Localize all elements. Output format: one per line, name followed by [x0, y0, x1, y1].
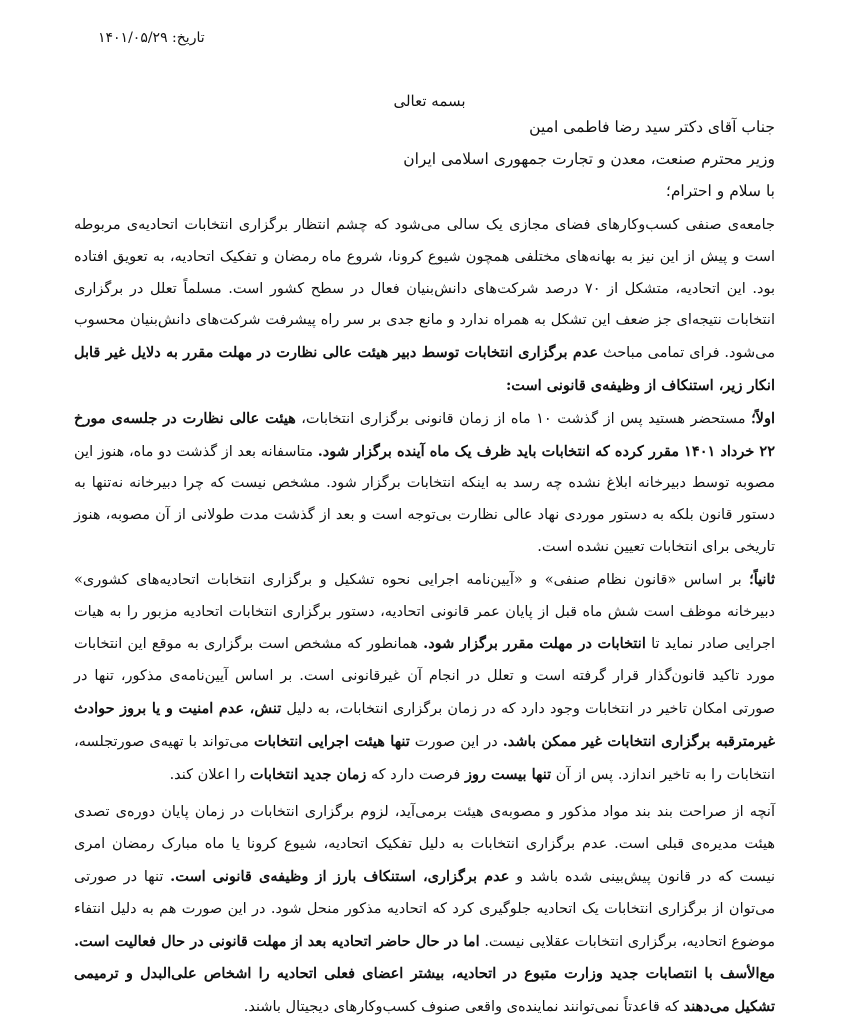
recipient-line: جناب آقای دکتر سید رضا فاطمی امین [529, 118, 775, 136]
bold-text-run: عدم برگزاری، استنکاف بارز از وظیفه‌ی قانونی است. [170, 867, 510, 885]
bold-text-run: تنها بیست روز [464, 765, 552, 783]
text-run: همانطور که مشخص است برگزاری به موقع این انتخابات مورد تاکید قانون‌گذار قرار گرفته است و تعلل در انجام آن غیرقانونی است. بر اساس آیین‌نامه‌ی مذکور، تنها در صورتی امکان تاخیر در انتخابات وجود دارد که در زمان برگزاری انتخابات، به دلیل [74, 636, 776, 717]
text-run: می‌تواند با تهیه‌ی صورتجلسه، انتخابات را به تاخیر اندازد. پس از آن [74, 733, 775, 783]
text-run: را اعلان کند. [169, 766, 250, 783]
bold-text-run: تنها هیئت اجرایی انتخابات [253, 732, 410, 750]
bold-text-run: هیئت عالی نظارت در جلسه‌ی مورخ ۲۲ خرداد ۱۴۰۱ مقرر کرده که انتخابات باید ظرف یک ماه آینده برگزار شود. [74, 409, 775, 460]
text-run: در این صورت [409, 733, 503, 750]
text-run: بر اساس «قانون نظام صنفی» و «آیین‌نامه اجرایی نحوه تشکیل و برگزاری انتخابات اتحادیه‌های کشوری» دبیرخانه موظف است شش ماه قبل از پایان عمر قانونی اتحادیه، دستور برگزاری انتخابات اتحادیه مزبور را به هیات اجرایی صادر نماید تا [74, 571, 775, 653]
date-line: تاریخ: ۱۴۰۱/۰۵/۲۹ [98, 30, 205, 46]
bold-text-run: تنش، عدم امنیت و یا بروز حوادث غیرمترقبه برگزاری انتخابات غیر ممکن باشد. [74, 699, 775, 750]
bold-text-run: انتخابات در مهلت مقرر برگزار شود. [423, 635, 646, 653]
text-run: مستحضر هستید پس از گذشت ۱۰ ماه از زمان قانونی برگزاری انتخابات، [295, 410, 752, 427]
text-run: که قاعدتاً نمی‌توانند نماینده‌ی واقعی صنوف کسب‌وکارهای دیجیتال باشند. [243, 999, 684, 1016]
bold-text-run: عدم برگزاری انتخابات توسط دبیر هیئت عالی نظارت در مهلت مقرر به دلایل غیر قابل انکار زیر، استنکاف از وظیفه‌ی قانونی است: [74, 344, 775, 394]
bold-text-run: زمان جدید انتخابات [249, 765, 367, 783]
paragraph-second-point [74, 564, 775, 792]
letter-body [74, 210, 775, 1024]
position-line: وزیر محترم صنعت، معدن و تجارت جمهوری اسلامی ایران [403, 150, 775, 168]
bold-text-run: اولاً؛ [751, 409, 775, 427]
paragraph-conclusion [74, 797, 775, 1024]
basmala-heading: بسمه تعالی [393, 92, 466, 110]
bold-text-run: اما در حال حاضر اتحادیه بعد از مهلت قانونی در حال فعالیت است. مع‌الأسف با انتصابات جدید وزارت متبوع در اتحادیه، بیشتر اعضای فعلی اتحادیه را اشخاص علی‌البدل و ترمیمی تشکیل می‌دهند [74, 932, 775, 1016]
text-run: فرصت دارد که [366, 766, 465, 783]
greeting-line: با سلام و احترام؛ [665, 182, 775, 200]
text-run: تنها در صورتی می‌توان از برگزاری انتخابات یک اتحادیه جلوگیری کرد که اتحادیه مذکور منحل شود. در این صورت هم به دلیل انتفاء موضوع اتحادیه، برگزاری انتخابات عقلایی نیست. [74, 868, 775, 950]
text-run: جامعه‌ی صنفی کسب‌وکارهای فضای مجازی یک سالی می‌شود که چشم انتظار برگزاری انتخابات اتحادیه‌ی مربوطه است و پیش از این نیز به بهانه‌های مختلفی همچون شیوع کرونا، شروع ماه رمضان و تفکیک اتحادیه، به تعویق افتاده بود. این اتحادیه، متشکل از ۷۰ درصد شرکت‌های دانش‌بنیان فعال در سطح کشور است. مسلماً تعلل در برگزاری انتخابات نتیجه‌ای جز ضعف این تشکل به همراه ندارد و مانع جدی بر سر راه پیشرفت شرکت‌های دانش‌بنیان محسوب می‌شود. فرای تمامی مباحث [74, 217, 775, 362]
bold-text-run: ثانیاً؛ [749, 570, 775, 588]
paragraph-first-point [74, 403, 775, 564]
paragraph-intro [74, 210, 775, 403]
text-run: آنچه از صراحت بند بند مواد مذکور و مصوبه‌ی هیئت برمی‌آید، لزوم برگزاری انتخابات در زمان پایان دوره‌ی تصدی هیئت مدیره‌ی قبلی است. عدم برگزاری انتخابات به دلیل تفکیک اتحادیه، شیوع کرونا یا ماه مبارک رمضان امری نیست که در قانون پیش‌بینی شده باشد و [74, 804, 775, 885]
text-run: متاسفانه بعد از گذشت دو ماه، هنوز این مصوبه توسط دبیرخانه ابلاغ نشده چه رسد به اینکه انتخابات برگزار شود. مشخص نیست که چرا دبیرخانه نه‌تنها به دستور قانون بلکه به دستور موردی نهاد عالی نظارت بی‌توجه است و بعد از گذشت مدت طولانی از آن مصوبه، هنوز تاریخی برای انتخابات تعیین نشده است. [74, 443, 775, 555]
